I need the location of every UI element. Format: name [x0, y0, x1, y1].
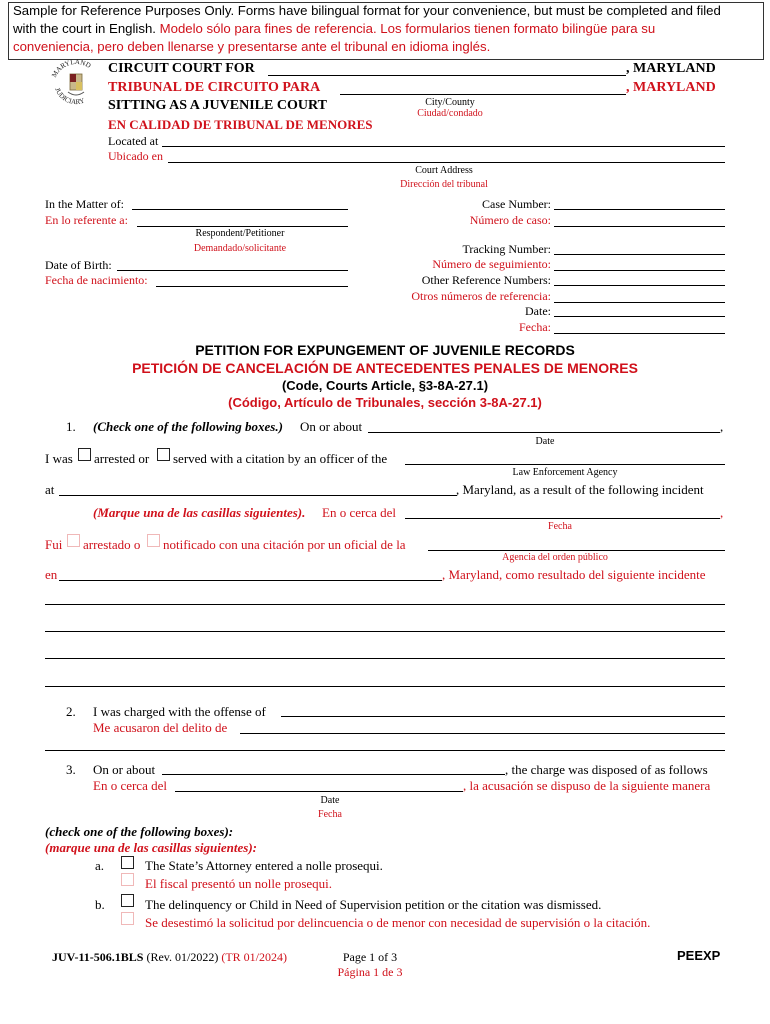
- item-1-number: 1.: [66, 419, 76, 434]
- option-a-text: The State’s Attorney entered a nolle prosequi.: [145, 858, 383, 873]
- disposed-label-es: , la acusación se dispuso de la siguiente manera: [463, 778, 711, 793]
- dob-field[interactable]: [117, 257, 348, 271]
- option-a-text-es: El fiscal presentó un nolle prosequi.: [145, 876, 333, 891]
- disposition-date-line-es: [175, 791, 463, 792]
- date-label: Date:: [525, 304, 551, 318]
- arrestado-checkbox[interactable]: [67, 534, 80, 547]
- notice-line-1: Sample for Reference Purposes Only. Forms have bilingual format for your convenience, but must be completed and filed: [13, 3, 721, 18]
- arrested-checkbox[interactable]: [78, 448, 91, 461]
- incident-description-line-4[interactable]: [45, 673, 725, 687]
- option-b-text-es: Se desestimó la solicitud por delincuencia o de menor con necesidad de supervisión o la citación.: [145, 915, 651, 930]
- offense-continuation-field[interactable]: [45, 737, 725, 751]
- tribunal-label: TRIBUNAL DE CIRCUITO PARA: [108, 80, 321, 95]
- notice-line-3: conveniencia, pero deben llenarse y presentarse ante el tribunal en idioma inglés.: [13, 39, 491, 54]
- dob-label: Date of Birth:: [45, 258, 112, 272]
- agency-caption: Law Enforcement Agency: [512, 467, 618, 478]
- notificado-label: notificado con una citación por un oficial de la: [163, 537, 406, 552]
- option-b-text: The delinquency or Child in Need of Supervision petition or the citation was dismissed.: [145, 897, 602, 912]
- incident-location-field[interactable]: [59, 482, 457, 496]
- other-ref-label-es: Otros números de referencia:: [411, 289, 551, 303]
- dismissed-checkbox-es[interactable]: [121, 912, 134, 925]
- item-3-check-instruction: (check one of the following boxes):: [45, 824, 234, 839]
- seal-top-text: MARYLAND: [50, 57, 93, 79]
- notificado-checkbox[interactable]: [147, 534, 160, 547]
- tracking-label-es: Número de seguimiento:: [432, 257, 551, 271]
- arrestado-label: arrestado o: [83, 537, 141, 552]
- matter-of-label-es: En lo referente a:: [45, 213, 128, 227]
- incident-description-line-2[interactable]: [45, 618, 725, 632]
- maryland-label: , MARYLAND: [626, 61, 716, 76]
- date-label-es: Fecha:: [519, 320, 551, 334]
- disposition-date-caption: Date: [320, 795, 340, 806]
- fecha-line-es: [405, 518, 720, 519]
- respondent-caption-es: Demandado/solicitante: [193, 243, 287, 254]
- code-citation: (Code, Courts Article, §3-8A-27.1): [281, 378, 489, 393]
- maryland-result-label: , Maryland, as a result of the following incident: [456, 482, 704, 497]
- dismissed-checkbox[interactable]: [121, 894, 134, 907]
- maryland-es-label: , MARYLAND: [626, 80, 716, 95]
- form-title: PETITION FOR EXPUNGEMENT OF JUVENILE RECORDS: [195, 342, 575, 358]
- dob-line-es: [156, 286, 348, 287]
- case-number-label: Case Number:: [482, 197, 551, 211]
- respondent-caption: Respondent/Petitioner: [195, 228, 285, 239]
- case-number-label-es: Número de caso:: [469, 213, 551, 227]
- item-1-on-or-about: On or about: [300, 419, 363, 434]
- incident-date-field[interactable]: [368, 419, 720, 433]
- circuit-court-county-field[interactable]: [268, 62, 626, 76]
- located-at-label: Located at: [108, 134, 159, 148]
- nolle-prosequi-checkbox[interactable]: [121, 856, 134, 869]
- form-code: PEEXP: [677, 948, 721, 963]
- form-revision: (Rev. 01/2022): [146, 950, 219, 964]
- fui-label: Fui: [45, 537, 63, 552]
- nolle-prosequi-checkbox-es[interactable]: [121, 873, 134, 886]
- item-2-number: 2.: [66, 704, 76, 719]
- notice-spanish: Modelo sólo para fines de referencia. Los formularios tienen formato bilingüe para su: [159, 21, 656, 36]
- court-address-caption-es: Dirección del tribunal: [400, 179, 488, 190]
- agencia-line-es: [428, 550, 725, 551]
- charged-label: I was charged with the offense of: [93, 704, 266, 719]
- code-citation-es: (Código, Artículo de Tribunales, sección 3-8A-27.1): [228, 395, 542, 410]
- item-1-comma: ,: [720, 419, 724, 434]
- item-3-check-instruction-es: (marque una de las casillas siguientes):: [45, 840, 257, 855]
- other-ref-field[interactable]: [554, 272, 725, 286]
- city-county-caption: City/County: [425, 97, 475, 108]
- notice-english: with the court in English.: [13, 21, 156, 36]
- law-enforcement-agency-field[interactable]: [405, 451, 725, 465]
- date-field[interactable]: [554, 303, 725, 317]
- fecha-caption: Fecha: [548, 521, 572, 532]
- juvenile-court-label-es: EN CALIDAD DE TRIBUNAL DE MENORES: [108, 117, 373, 132]
- matter-of-field[interactable]: [132, 196, 348, 210]
- court-address-caption: Court Address: [415, 165, 473, 176]
- page-number-es: Página 1 de 3: [337, 965, 403, 979]
- notice-line-2: [13, 20, 655, 38]
- court-address-line-es: [168, 162, 725, 163]
- item-1-check-instruction-es: (Marque una de las casillas siguientes).: [93, 505, 306, 520]
- offense-line-es: [240, 733, 725, 734]
- located-at-label-es: Ubicado en: [108, 149, 163, 163]
- maryland-judiciary-seal-icon: [48, 56, 104, 112]
- case-number-field[interactable]: [554, 196, 725, 210]
- tribunal-county-line: [340, 94, 626, 95]
- item-3-on-or-about: On or about: [93, 762, 156, 777]
- at-label: at: [45, 482, 55, 497]
- matter-of-label: In the Matter of:: [45, 197, 124, 211]
- disposition-date-field[interactable]: [162, 761, 505, 775]
- offense-field[interactable]: [281, 703, 725, 717]
- served-label: served with a citation by an officer of the: [173, 451, 388, 466]
- seal-bottom-text: JUDICIARY: [53, 86, 86, 107]
- citation-checkbox[interactable]: [157, 448, 170, 461]
- form-id: [52, 950, 287, 965]
- disposition-fecha-caption: Fecha: [318, 809, 342, 820]
- option-a-label: a.: [95, 858, 105, 873]
- form-title-es: PETICIÓN DE CANCELACIÓN DE ANTECEDENTES PENALES DE MENORES: [132, 360, 638, 376]
- juvenile-court-label: SITTING AS A JUVENILE COURT: [108, 98, 327, 113]
- date-line-es: [554, 333, 725, 334]
- tracking-field[interactable]: [554, 241, 725, 255]
- maryland-result-label-es: , Maryland, como resultado del siguiente incidente: [442, 567, 706, 582]
- disposed-label: , the charge was disposed of as follows: [505, 762, 708, 777]
- other-ref-label: Other Reference Numbers:: [421, 273, 551, 287]
- item-3-en-o-cerca: En o cerca del: [93, 778, 167, 793]
- matter-of-line-es: [137, 226, 348, 227]
- i-was-label: I was: [45, 451, 73, 466]
- location-line-es: [59, 580, 442, 581]
- en-o-cerca-label: En o cerca del: [322, 505, 396, 520]
- form-number: JUV-11-506.1BLS: [52, 950, 144, 964]
- incident-description-line-1[interactable]: [45, 591, 725, 605]
- case-number-line-es: [554, 226, 725, 227]
- item-3-number: 3.: [66, 762, 76, 777]
- item-1-comma-es: ,: [720, 505, 724, 520]
- en-label: en: [45, 567, 58, 582]
- incident-date-caption: Date: [535, 436, 555, 447]
- incident-description-line-3[interactable]: [45, 645, 725, 659]
- page-number: Page 1 of 3: [342, 950, 398, 964]
- court-address-field[interactable]: [162, 133, 725, 147]
- tracking-label: Tracking Number:: [462, 242, 551, 256]
- arrested-label: arrested or: [94, 451, 150, 466]
- agencia-caption: Agencia del orden público: [502, 552, 608, 563]
- form-translation-revision: (TR 01/2024): [221, 950, 288, 964]
- charged-label-es: Me acusaron del delito de: [93, 720, 228, 735]
- circuit-court-label: CIRCUIT COURT FOR: [108, 61, 255, 76]
- dob-label-es: Fecha de nacimiento:: [45, 273, 148, 287]
- tracking-line-es: [554, 270, 725, 271]
- city-county-caption-es: Ciudad/condado: [417, 108, 483, 119]
- option-b-label: b.: [95, 897, 105, 912]
- item-1-check-instruction: (Check one of the following boxes.): [93, 419, 283, 434]
